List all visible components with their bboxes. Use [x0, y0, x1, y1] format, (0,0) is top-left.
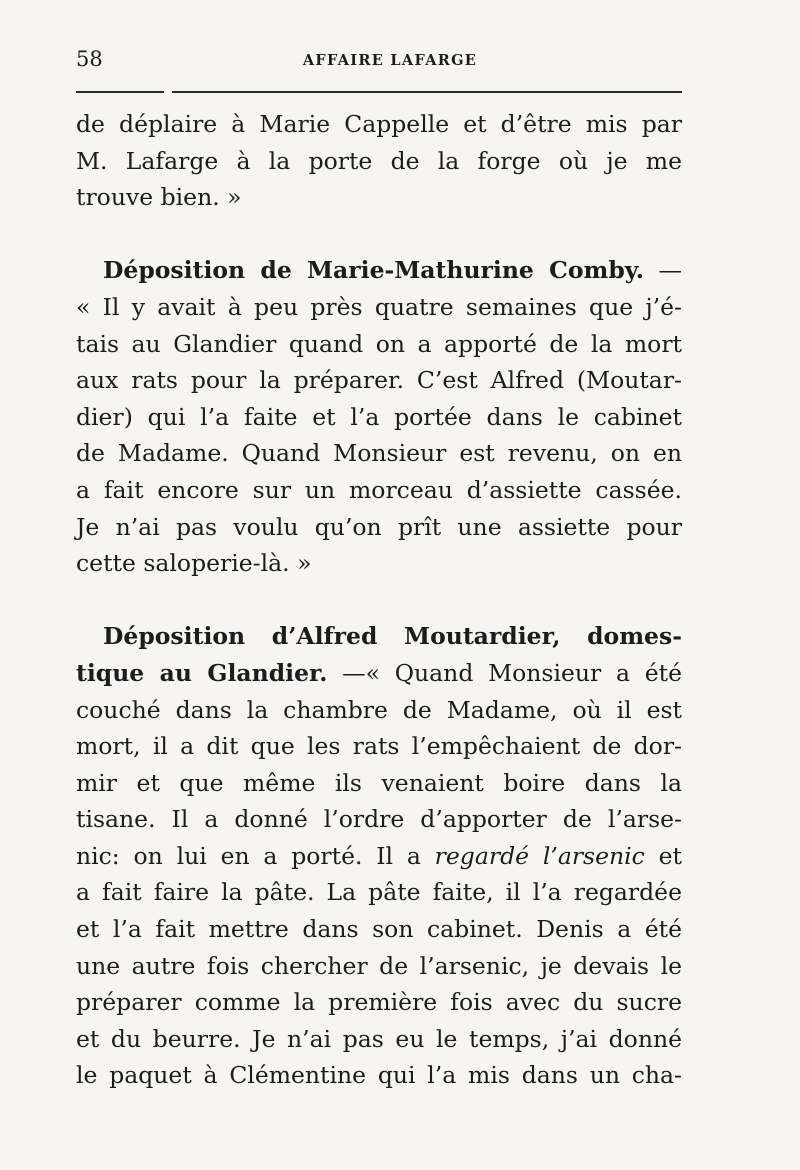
header-rule-right [172, 91, 682, 93]
text-line: dier) qui l’a faite et l’a portée dans le cabinet [76, 402, 682, 431]
text-line: Je n’ai pas voulu qu’on prît une assiette pour [76, 512, 682, 541]
text-line [76, 655, 682, 692]
page-number: 58 [76, 47, 103, 71]
paragraph-gap [76, 582, 682, 619]
text-line: une autre fois chercher de l’arsenic, je devais le [76, 951, 682, 980]
paragraph-gap [76, 216, 682, 253]
text-line: préparer comme la première fois avec du sucre [76, 988, 682, 1017]
text-line: tisane. Il a donné l’ordre d’apporter de l’arse- [76, 805, 682, 834]
running-head [76, 44, 682, 74]
text-line: M. Lafarge à la porte de la forge où je me [76, 146, 682, 175]
header-rule-left [76, 91, 164, 93]
text-line: mort, il a dit que les rats l’empêchaient de dor- [76, 732, 682, 761]
text-line [76, 838, 682, 875]
italic-emphasis: regardé l’arsenic [434, 841, 645, 870]
text-line: a fait faire la pâte. La pâte faite, il l’a regardée [76, 878, 682, 907]
text-run: nic: on lui en a porté. Il a [76, 841, 435, 870]
text-line [76, 252, 682, 289]
text-line: et du beurre. Je n’ai pas eu le temps, j’ai donné [76, 1024, 682, 1053]
text-line: mir et que même ils venaient boire dans la [76, 768, 682, 797]
deposition-heading: Déposition d’Alfred Moutardier, domes- [103, 622, 682, 651]
text-line: tais au Glandier quand on a apporté de la mort [76, 329, 682, 358]
text-line: trouve bien. » [76, 183, 242, 212]
paragraph-2 [76, 252, 682, 581]
running-title: AFFAIRE LAFARGE [302, 52, 478, 69]
text-line: et l’a fait mettre dans son cabinet. Denis a été [76, 915, 682, 944]
text-run: —« Quand Monsieur a été [327, 658, 682, 687]
text-line: cette saloperie-là. » [76, 549, 312, 578]
deposition-heading-cont: tique au Glandier. [76, 658, 328, 687]
paragraph-1 [76, 106, 682, 216]
text-line: a fait encore sur un morceau d’assiette cassée. [76, 475, 682, 504]
text-run: — [643, 256, 682, 285]
text-line: couché dans la chambre de Madame, où il est [76, 695, 682, 724]
text-line: le paquet à Clémentine qui l’a mis dans un cha- [76, 1061, 682, 1090]
text-line: aux rats pour la préparer. C’est Alfred (Moutar- [76, 366, 682, 395]
body-text [76, 106, 682, 1094]
text-line: de Madame. Quand Monsieur est revenu, on en [76, 439, 682, 468]
deposition-heading: Déposition de Marie-Mathurine Comby. [103, 256, 644, 285]
text-run: et [644, 841, 682, 870]
text-line: « Il y avait à peu près quatre semaines que j’é- [76, 292, 682, 321]
paragraph-3 [76, 618, 682, 1094]
text-line: de déplaire à Marie Cappelle et d’être mis par [76, 110, 682, 138]
